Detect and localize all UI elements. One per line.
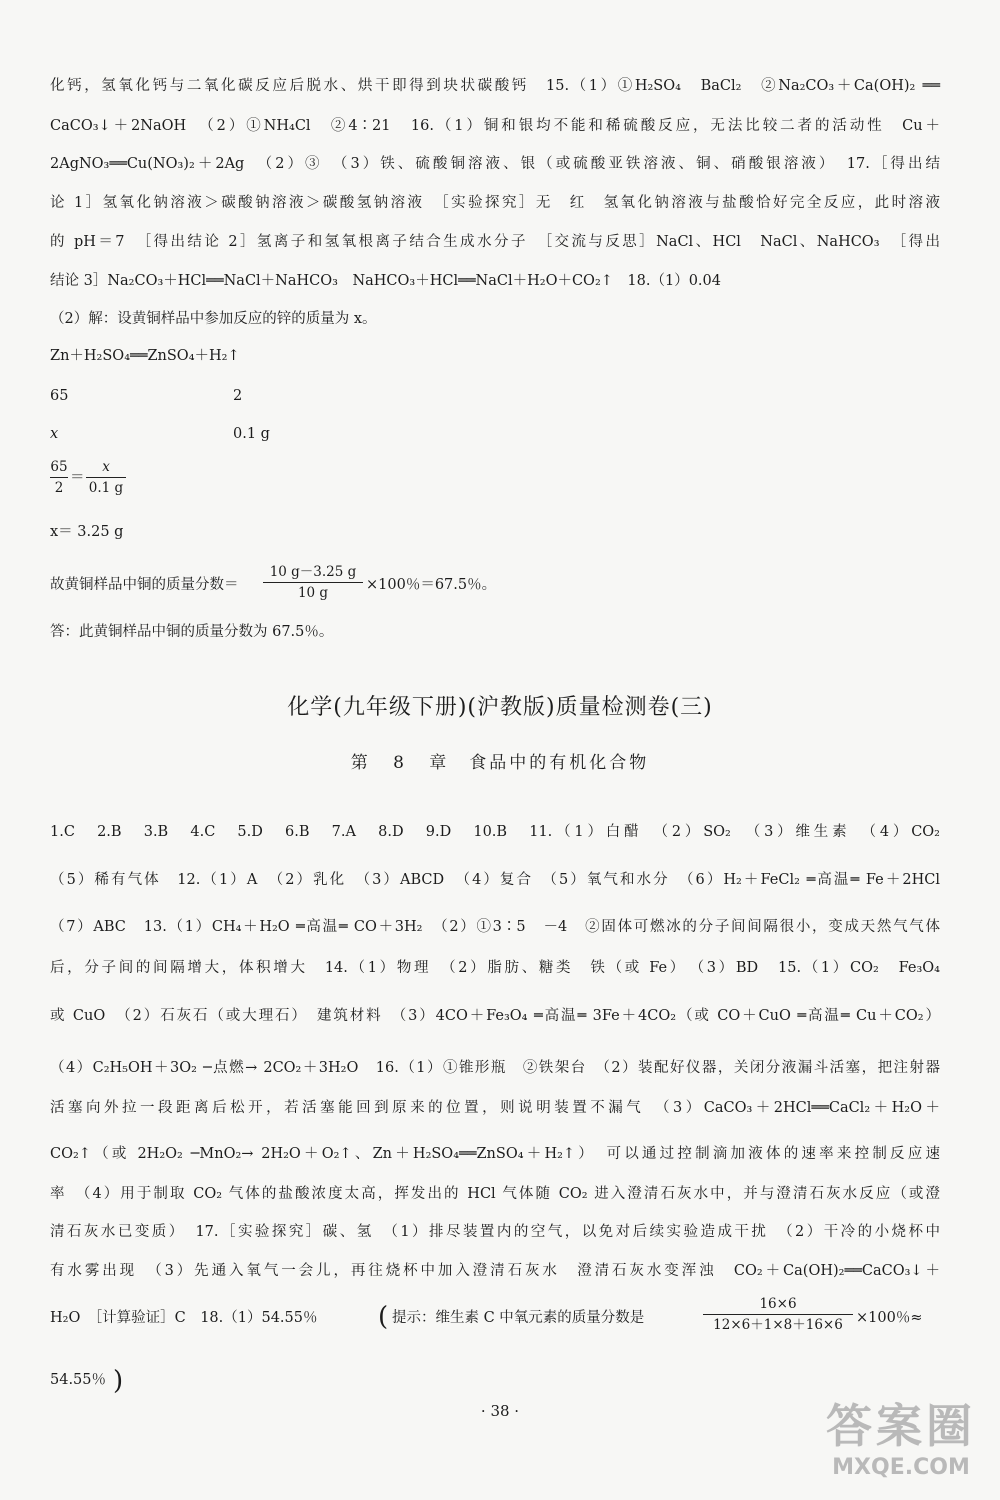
fraction-denominator: 12×6＋1×8＋16×6: [713, 1317, 843, 1333]
fraction-bar: [50, 477, 68, 478]
text-line: CO₂↑（或 2H₂O₂ ─MnO₂→ 2H₂O＋O₂↑、Zn＋H₂SO₄══ZnSO₄＋H₂↑） 可以通过控制滴加液体的速率来控制反应速: [50, 1146, 940, 1162]
text-line: 化钙，氢氧化钙与二氧化碳反应后脱水、烘干即得到块状碳酸钙 15.（1）①H₂SO₄ BaCl₂ ②Na₂CO₃＋Ca(OH)₂ ══: [50, 78, 940, 94]
fraction-numerator: 10 g－3.25 g: [269, 564, 357, 580]
fraction-denominator: 0.1 g: [88, 480, 124, 496]
hint-close-paren: ): [113, 1366, 124, 1396]
text-line: 清石灰水已变质） 17.［实验探究］碳、氢 （1）排尽装置内的空气，以免对后续实验造成干扰 （2）干冷的小烧杯中: [50, 1224, 940, 1240]
text-line: 后，分子间的间隔增大，体积增大 14.（1）物理 （2）脂肪、糖类 铁（或 Fe） （3）BD 15.（1）CO₂ Fe₃O₄: [50, 960, 940, 976]
fraction-bar: [703, 1314, 853, 1315]
ratio-value: 0.1 g: [233, 426, 270, 442]
hint-suffix: ×100％≈: [856, 1310, 923, 1326]
fraction-denominator: 10 g: [297, 585, 329, 601]
mass-fraction-prefix: 故黄铜样品中铜的质量分数＝: [50, 577, 239, 593]
page-number: · 38 ·: [480, 1402, 520, 1420]
fraction-numerator: 65: [50, 459, 68, 475]
x-result: x＝ 3.25 g: [50, 524, 124, 540]
text-line: 率 （4）用于制取 CO₂ 气体的盐酸浓度太高，挥发出的 HCl 气体随 CO₂ 进入澄清石灰水中，并与澄清石灰水反应（或澄: [50, 1186, 940, 1202]
text-line: 活塞向外拉一段距离后松开，若活塞能回到原来的位置，则说明装置不漏气 （3）CaCO₃＋2HCl══CaCl₂＋H₂O＋: [50, 1100, 940, 1116]
text-line: （4）C₂H₅OH＋3O₂ ─点燃→ 2CO₂＋3H₂O 16.（1）①锥形瓶 ②铁架台 （2）装配好仪器，关闭分液漏斗活塞，把注射器: [50, 1060, 940, 1076]
text-line: 有水雾出现 （3）先通入氧气一会儿，再往烧杯中加入澄清石灰水 澄清石灰水变浑浊 CO₂＋Ca(OH)₂══CaCO₃↓＋: [50, 1263, 940, 1279]
reaction-equation: Zn＋H₂SO₄══ZnSO₄＋H₂↑: [50, 348, 240, 364]
mass-fraction: [263, 563, 363, 602]
hint-prefix: 提示：维生素 C 中氧元素的质量分数是: [392, 1310, 645, 1326]
chapter-title: 第 8 章 食品中的有机化合物: [350, 753, 650, 773]
text-line: 1.C 2.B 3.B 4.C 5.D 6.B 7.A 8.D 9.D 10.B 11.（1）白醋 （2）SO₂ （3）维生素 （4）CO₂: [50, 824, 940, 840]
solution-intro: （2）解：设黄铜样品中参加反应的锌的质量为 x。: [50, 311, 377, 327]
text-line: （5）稀有气体 12.（1）A （2）乳化 （3）ABCD （4）复合 （5）氧气和水分 （6）H₂＋FeCl₂ ═高温═ Fe＋2HCl: [50, 872, 940, 888]
ratio-value: x: [50, 426, 59, 442]
fraction-bar: [263, 582, 363, 583]
fraction-numerator: x: [102, 459, 110, 475]
watermark-url: MXQE.COM: [832, 1455, 970, 1480]
mass-fraction-suffix: ×100％＝67.5％。: [366, 577, 497, 593]
text-line: 结论 3］Na₂CO₃＋HCl══NaCl＋NaHCO₃ NaHCO₃＋HCl══NaCl＋H₂O＋CO₂↑ 18.（1）0.04: [50, 273, 721, 289]
fraction-denominator: 2: [54, 480, 64, 496]
text-line: 2AgNO₃══Cu(NO₃)₂＋2Ag （2）③ （3）铁、硫酸铜溶液、银（或硫酸亚铁溶液、铜、硝酸银溶液） 17.［得出结: [50, 156, 940, 172]
hint-open-paren: (: [378, 1302, 389, 1332]
ratio-fraction-right: [86, 458, 126, 497]
hint-fraction: [703, 1295, 853, 1334]
answer-sentence: 答：此黄铜样品中铜的质量分数为 67.5％。: [50, 624, 334, 640]
text-line: 或 CuO （2）石灰石（或大理石） 建筑材料 （3）4CO＋Fe₃O₄ ═高温═ 3Fe＋4CO₂（或 CO＋CuO ═高温═ Cu＋CO₂）: [50, 1008, 940, 1024]
text-line: CaCO₃↓＋2NaOH （2）①NH₄Cl ②4∶21 16.（1）铜和银均不能和稀硫酸反应，无法比较二者的活动性 Cu＋: [50, 118, 940, 134]
watermark-logo: [808, 1398, 994, 1494]
text-line: 的 pH＝7 ［得出结论 2］氢离子和氢氧根离子结合生成水分子 ［交流与反思］NaCl、HCl NaCl、NaHCO₃ ［得出: [50, 234, 940, 250]
text-line: 论 1］氢氧化钠溶液＞碳酸钠溶液＞碳酸氢钠溶液 ［实验探究］无 红 氢氧化钠溶液与盐酸恰好完全反应，此时溶液: [50, 195, 940, 211]
ratio-fraction-left: [50, 458, 68, 497]
watermark-text: 答案圈: [826, 1399, 976, 1453]
fraction-numerator: 16×6: [759, 1296, 797, 1312]
text-line: （7）ABC 13.（1）CH₄＋H₂O ═高温═ CO＋3H₂ （2）①3∶5 －4 ②固体可燃冰的分子间间隔很小，变成天然气气体: [50, 919, 940, 935]
equals-sign: ＝: [70, 470, 85, 486]
last-line-start: H₂O ［计算验证］C 18.（1）54.55％: [50, 1310, 318, 1326]
ratio-value: 65: [50, 388, 69, 404]
hint-end: 54.55％: [50, 1372, 107, 1388]
ratio-value: 2: [233, 388, 243, 404]
exam-title: 化学(九年级下册)(沪教版)质量检测卷(三): [287, 695, 713, 720]
fraction-bar: [86, 477, 126, 478]
